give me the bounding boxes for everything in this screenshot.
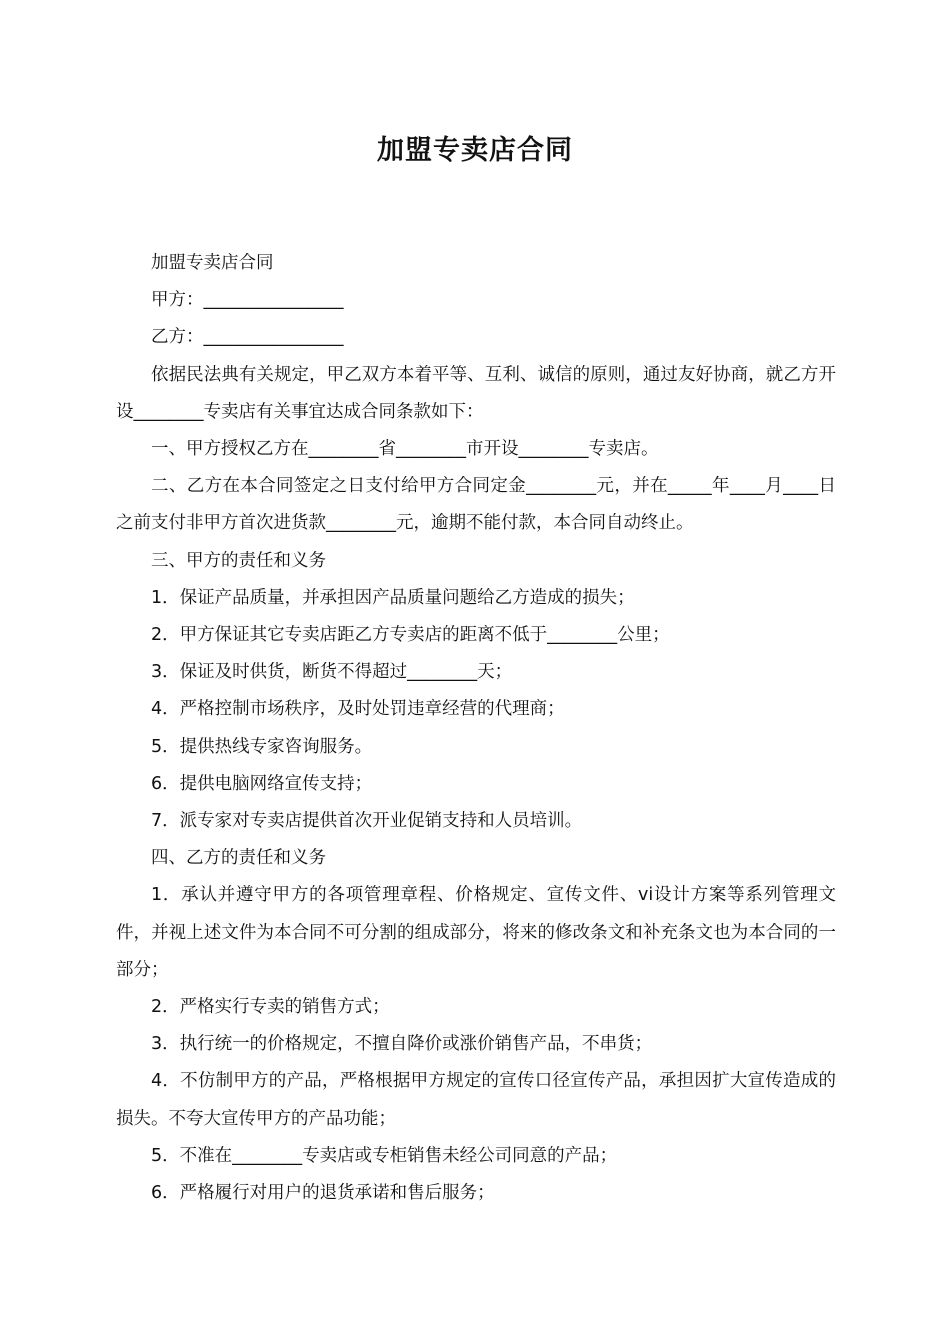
- party-b-item-2: 2．严格实行专卖的销售方式；: [151, 997, 390, 1018]
- party-a-item-1: 1．保证产品质量，并承担因产品质量问题给乙方造成的损失；: [151, 587, 635, 608]
- party-b-item-6: 6．严格履行对用户的退货承诺和售后服务；: [151, 1183, 495, 1204]
- party-a-item-2: 2．甲方保证其它专卖店距乙方专卖店的距离不低于________公里；: [151, 625, 670, 646]
- party-b-item-5: 5．不准在________专卖店或专柜销售未经公司同意的产品；: [151, 1145, 618, 1166]
- party-a-item-5: 5．提供热线专家咨询服务。: [151, 736, 373, 757]
- party-b-item-1: 1．承认并遵守甲方的各项管理章程、价格规定、宣传文件、vi设计方案等系列管理文件，并视上述文件为本合同不可分割的组成部分，将来的修改条文和补充条文也为本合同的一部分；: [116, 885, 836, 980]
- party-b-line: 乙方：________________: [151, 327, 344, 348]
- paragraph-heading: 加盟专卖店合同: [151, 253, 274, 273]
- party-a-line: 甲方：________________: [151, 290, 344, 311]
- party-a-item-7: 7．派专家对专卖店提供首次开业促销支持和人员培训。: [151, 811, 583, 832]
- party-a-item-3: 3．保证及时供货，断货不得超过________天；: [151, 662, 513, 683]
- party-a-item-4: 4．严格控制市场秩序，及时处罚违章经营的代理商；: [151, 699, 565, 720]
- party-b-item-4: 4．不仿制甲方的产品，严格根据甲方规定的宣传口径宣传产品，承担因扩大宣传造成的损失。不夸大宣传甲方的产品功能；: [116, 1071, 836, 1129]
- preamble-paragraph: 依据民法典有关规定，甲乙双方本着平等、互利、诚信的原则，通过友好协商，就乙方开设________专卖店有关事宜达成合同条款如下：: [116, 364, 836, 422]
- document-title: 加盟专卖店合同: [377, 135, 573, 166]
- section-heading-party-b-duties: 四、乙方的责任和义务: [151, 848, 326, 869]
- section-heading-party-a-duties: 三、甲方的责任和义务: [151, 550, 326, 571]
- clause-1: 一、甲方授权乙方在________省________市开设________专卖店。: [151, 439, 659, 460]
- clause-2: 二、乙方在本合同签定之日支付给甲方合同定金________元，并在_____年____月____日之前支付非甲方首次进货款________元，逾期不能付款，本合同自动终止。: [116, 476, 836, 534]
- party-a-item-6: 6．提供电脑网络宣传支持；: [151, 773, 373, 794]
- document-body: [116, 245, 836, 1212]
- party-b-item-3: 3．执行统一的价格规定，不擅自降价或涨价销售产品，不串货；: [151, 1034, 653, 1055]
